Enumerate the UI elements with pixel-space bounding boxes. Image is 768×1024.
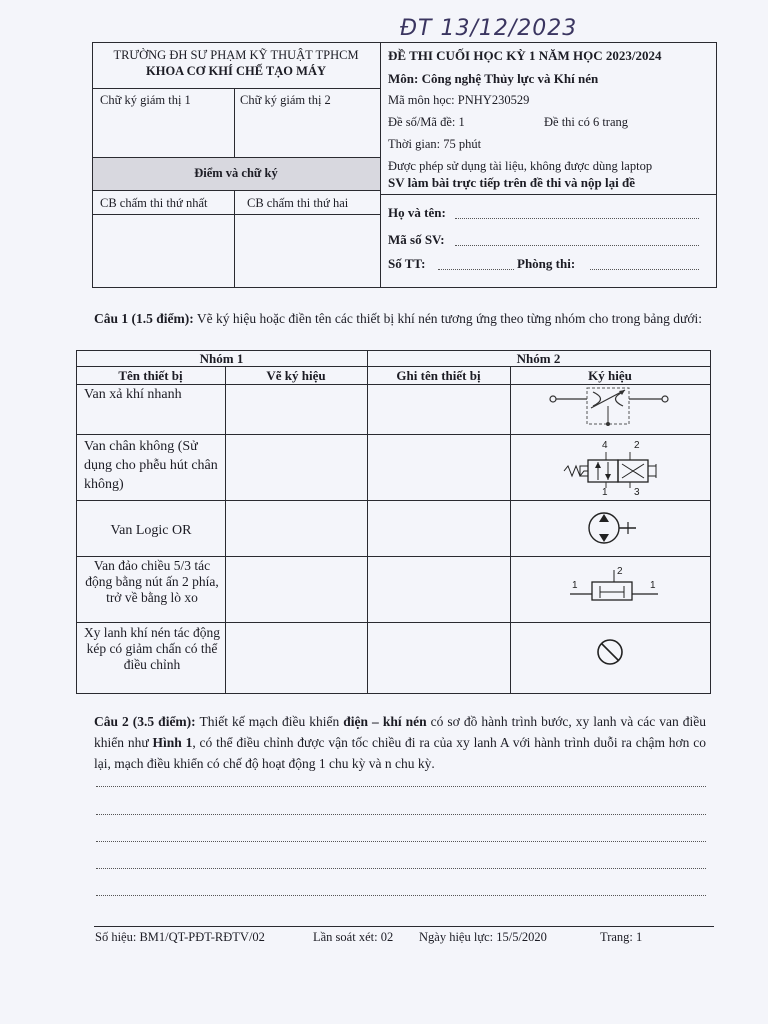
supervisor-2-label: Chữ ký giám thị 2: [240, 93, 331, 107]
page-count: Đề thi có 6 trang: [544, 115, 629, 129]
school-name: TRƯỜNG ĐH SƯ PHẠM KỸ THUẬT TPHCM: [113, 48, 359, 62]
col-write-name: Ghi tên thiết bị: [396, 368, 481, 383]
duration: Thời gian: 75 phút: [388, 137, 482, 151]
row-2-device: Van chân không (Sử dụng cho phễu hút chân không): [84, 439, 218, 492]
allowed-note: Được phép sử dụng tài liệu, không được dùng laptop: [388, 159, 653, 173]
q2-label: Câu 2 (3.5 điểm):: [94, 714, 196, 729]
grader-1-label: CB chấm thi thứ nhất: [100, 196, 208, 210]
q2-text-e: , có thể điều chỉnh được vận tốc chiều đi ra của xy lanh A với hành trình duỗi ra chậm hơn co lại, mạch điều khiển có chế độ hoạt động 1 chu kỳ và n chu kỳ.: [94, 735, 707, 771]
col-symbol: Ký hiệu: [588, 368, 632, 383]
q2-text-a: Thiết kế mạch điều khiển: [199, 714, 340, 729]
valve-3-2-symbol: [558, 438, 668, 496]
supervisor-1-label: Chữ ký giám thị 1: [100, 93, 191, 107]
port-4-label: 4: [602, 440, 608, 451]
question-2: [94, 711, 706, 774]
q2-text-b: điện – khí nén: [343, 714, 427, 729]
footer-doc-no: Số hiệu: BM1/QT-PĐT-RĐTV/02: [95, 930, 265, 944]
group-2-header: Nhóm 2: [516, 351, 561, 366]
student-id-label: Mã số SV:: [388, 232, 445, 247]
name-label: Họ và tên:: [388, 205, 446, 220]
col-device-name: Tên thiết bị: [118, 368, 183, 383]
q2-text-c: có sơ đồ hành trình bước, xy lanh và các van điều khiển như: [94, 714, 707, 750]
flow-control-symbol: [545, 386, 675, 430]
handwritten-date: ĐT 13/12/2023: [400, 16, 578, 41]
group-1-header: Nhóm 1: [199, 351, 244, 366]
q1-label: Câu 1 (1.5 điểm):: [94, 311, 194, 326]
motor-symbol: [582, 506, 642, 550]
faculty-name: KHOA CƠ KHÍ CHẾ TẠO MÁY: [146, 64, 326, 78]
grader-2-label: CB chấm thi thứ hai: [247, 196, 349, 210]
row-5-device: Xy lanh khí nén tác động kép có giảm chấn có thể điều chỉnh: [83, 625, 221, 672]
exam-title: ĐỀ THI CUỐI HỌC KỲ 1 NĂM HỌC 2023/2024: [388, 48, 662, 63]
port-1-label: 1: [602, 487, 608, 496]
col-draw-symbol: Vẽ ký hiệu: [266, 368, 326, 383]
footer-revision: Lần soát xét: 02: [313, 930, 394, 944]
q1-text: Vẽ ký hiệu hoặc điền tên các thiết bị khí nén tương ứng theo từng nhóm cho trong bảng dưới:: [196, 311, 702, 326]
room-label: Phòng thi:: [517, 256, 576, 271]
row-1-device: Van xả khí nhanh: [84, 387, 182, 402]
exam-code: Đề số/Mã đề: 1: [388, 115, 465, 129]
instruction: SV làm bài trực tiếp trên đề thi và nộp lại đề: [388, 175, 635, 190]
score-sign-label: Điểm và chữ ký: [194, 166, 278, 180]
subject: Môn: Công nghệ Thủy lực và Khí nén: [388, 71, 599, 86]
footer-effective: Ngày hiệu lực: 15/5/2020: [419, 930, 547, 944]
or-valve-symbol: [566, 562, 662, 612]
port-3-label: 3: [634, 487, 640, 496]
course-code: Mã môn học: PNHY230529: [388, 93, 530, 107]
q2-text-d: Hình 1: [152, 735, 193, 750]
or-port-2-label: 2: [617, 566, 623, 577]
row-4-device: Van đảo chiều 5/3 tác động bằng nút ấn 2 phía, trở về bằng lò xo: [85, 558, 219, 605]
or-port-1b-label: 1: [650, 580, 656, 591]
shutoff-symbol: [594, 636, 628, 670]
footer-page: Trang: 1: [600, 930, 643, 944]
question-1: [94, 310, 704, 327]
or-port-1a-label: 1: [572, 580, 578, 591]
row-3-device: Van Logic OR: [110, 523, 192, 538]
order-label: Số TT:: [388, 256, 426, 271]
port-2-label: 2: [634, 440, 640, 451]
